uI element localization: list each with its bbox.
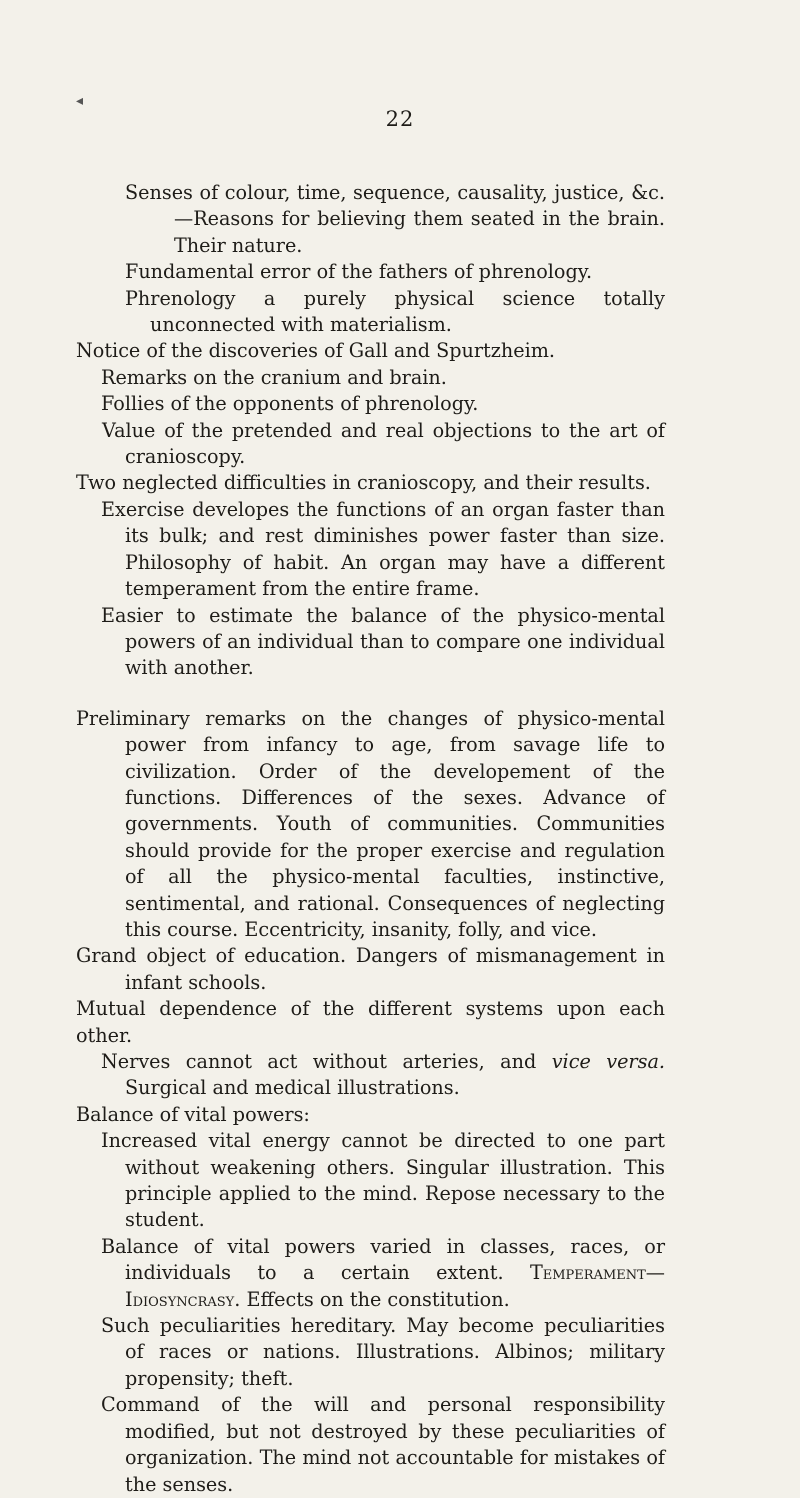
contents-entry: Senses of colour, time, sequence, causality, justice, &c.—Reasons for believing them seated in the brain. Their nature. [125, 181, 665, 257]
contents-entry: Command of the will and personal responsibility modified, but not destroyed by these peculiarities of organization. The mind not accountable for mistakes of the senses. [101, 1393, 665, 1496]
entry-text: Balance of vital powers varied in classes, races, or individuals to a certain extent. [101, 1234, 665, 1285]
section-gap [0, 682, 800, 706]
contents-entry: Mutual dependence of the different systems upon each other. [76, 997, 665, 1047]
contents-entry: Two neglected difficulties in cranioscopy, and their results. [76, 471, 651, 495]
contents-entry: Notice of the discoveries of Gall and Spurtzheim. [76, 339, 556, 363]
entry-text: Nerves cannot act without arteries, and [101, 1050, 552, 1073]
contents-entry: Such peculiarities hereditary. May become peculiarities of races or nations. Illustrations. Albinos; military propensity; theft. [101, 1314, 665, 1390]
entry-italic: vice versa. [551, 1050, 665, 1073]
contents-entry: Value of the pretended and real objections to the art of cranioscopy. [102, 418, 665, 469]
contents-entry: Preliminary remarks on the changes of physico-mental power from infancy to age, from savage life to civilization. Order of the developement of the functions. Differences of the sexes. Advance of governments. Youth of communities. Communities should provide for the proper exercise and regulation of all the physico-mental faculties, instinctive, sentimental, and rational. Consequences of neglecting this course. Eccentricity, insanity, folly, and vice. [76, 706, 665, 941]
contents-entry: Phrenology a purely physical science totally unconnected with materialism. [125, 286, 665, 337]
entry-text: Surgical and medical illustrations. [125, 1076, 460, 1100]
margin-mark: ◂ [76, 93, 84, 109]
contents-entry: Increased vital energy cannot be directed to one part without weakening others. Singular illustration. This principle applied to the mind. Repose necessary to the student. [101, 1129, 665, 1232]
contents-entry: Fundamental error of the fathers of phrenology. [125, 260, 593, 284]
table-of-contents [0, 180, 800, 1498]
contents-entry [101, 1234, 665, 1313]
contents-entry: Balance of vital powers: [76, 1102, 310, 1126]
entry-text: Effects on the constitution. [240, 1287, 510, 1311]
contents-entry: Grand object of education. Dangers of mismanagement in infant schools. [76, 944, 665, 994]
contents-entry: Remarks on the cranium and brain. [101, 365, 447, 389]
contents-entry: Exercise developes the functions of an organ faster than its bulk; and rest diminishes power faster than size. Philosophy of habit. An organ may have a different temperament from the entire frame. [101, 497, 665, 601]
page-number: 22 [385, 107, 415, 131]
contents-entry [101, 1049, 665, 1102]
contents-entry: Easier to estimate the balance of the physico-mental powers of an individual than to compare one individual with another. [101, 603, 665, 680]
contents-entry: Follies of the opponents of phrenology. [101, 392, 479, 416]
entry-small-caps: Temperament—Idiosyncrasy. [125, 1261, 665, 1311]
